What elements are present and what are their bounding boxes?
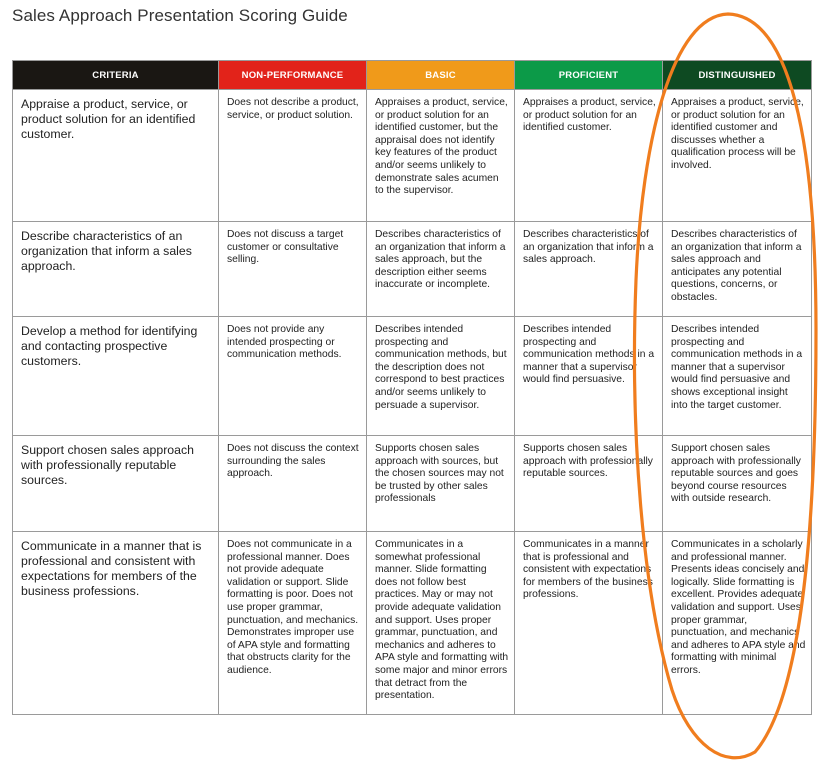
criteria-cell: Describe characteristics of an organization that inform a sales approach.	[13, 222, 219, 317]
distinguished-cell: Describes characteristics of an organization that inform a sales approach and anticipates any potential questions, concerns, or obstacles.	[663, 222, 812, 317]
criteria-cell: Support chosen sales approach with professionally reputable sources.	[13, 436, 219, 532]
header-proficient: PROFICIENT	[515, 61, 663, 90]
basic-cell: Communicates in a somewhat professional manner. Slide formatting does not follow best practices. May or may not provide adequate validation and support. Uses proper grammar, punctuation, and mechanics and adheres to APA style and formatting with some major and minor errors that detract from the presentation.	[367, 532, 515, 715]
table-row	[13, 532, 812, 715]
proficient-cell: Supports chosen sales approach with professionally reputable sources.	[515, 436, 663, 532]
table-row	[13, 222, 812, 317]
table-row	[13, 90, 812, 222]
basic-cell: Describes intended prospecting and communication methods, but the description does not correspond to best practices and/or seems unlikely to persuade a supervisor.	[367, 317, 515, 436]
criteria-cell: Communicate in a manner that is professional and consistent with expectations for members of the business professions.	[13, 532, 219, 715]
header-basic: BASIC	[367, 61, 515, 90]
header-non-performance: NON-PERFORMANCE	[219, 61, 367, 90]
basic-cell: Describes characteristics of an organization that inform a sales approach, but the description either seems inaccurate or incomplete.	[367, 222, 515, 317]
distinguished-cell: Appraises a product, service, or product solution for an identified customer and discusses whether a qualification process will be involved.	[663, 90, 812, 222]
distinguished-cell: Describes intended prospecting and communication methods in a manner that a supervisor would find persuasive and shows exceptional insight into the target customer.	[663, 317, 812, 436]
non-performance-cell: Does not provide any intended prospecting or communication methods.	[219, 317, 367, 436]
distinguished-cell: Communicates in a scholarly and professional manner. Presents ideas concisely and logically. Slide formatting is excellent. Provides adequate validation and support. Uses proper grammar, punctuation, and mechanics and adheres to APA style and formatting with minimal errors.	[663, 532, 812, 715]
header-row	[13, 61, 812, 90]
header-distinguished: DISTINGUISHED	[663, 61, 812, 90]
non-performance-cell: Does not discuss a target customer or consultative selling.	[219, 222, 367, 317]
table-row	[13, 317, 812, 436]
basic-cell: Appraises a product, service, or product solution for an identified customer, but the appraisal does not identify key features of the product and/or seems unlikely to demonstrate sales acumen to the supervisor.	[367, 90, 515, 222]
non-performance-cell: Does not communicate in a professional manner. Does not provide adequate validation or support. Slide formatting is poor. Does not use proper grammar, punctuation, and mechanics. Demonstrates improper use of APA style and formatting that obstructs clarity for the audience.	[219, 532, 367, 715]
header-criteria: CRITERIA	[13, 61, 219, 90]
proficient-cell: Communicates in a manner that is professional and consistent with expectations for members of the business professions.	[515, 532, 663, 715]
criteria-cell: Develop a method for identifying and contacting prospective customers.	[13, 317, 219, 436]
proficient-cell: Appraises a product, service, or product solution for an identified customer.	[515, 90, 663, 222]
proficient-cell: Describes intended prospecting and communication methods in a manner that a supervisor would find persuasive.	[515, 317, 663, 436]
non-performance-cell: Does not describe a product, service, or product solution.	[219, 90, 367, 222]
distinguished-cell: Support chosen sales approach with professionally reputable sources and goes beyond course resources with outside research.	[663, 436, 812, 532]
criteria-cell: Appraise a product, service, or product solution for an identified customer.	[13, 90, 219, 222]
non-performance-cell: Does not discuss the context surrounding the sales approach.	[219, 436, 367, 532]
scoring-guide-table	[12, 60, 812, 715]
proficient-cell: Describes characteristics of an organization that inform a sales approach.	[515, 222, 663, 317]
basic-cell: Supports chosen sales approach with sources, but the chosen sources may not be trusted by other sales professionals	[367, 436, 515, 532]
page-title: Sales Approach Presentation Scoring Guide	[12, 6, 348, 25]
table-row	[13, 436, 812, 532]
